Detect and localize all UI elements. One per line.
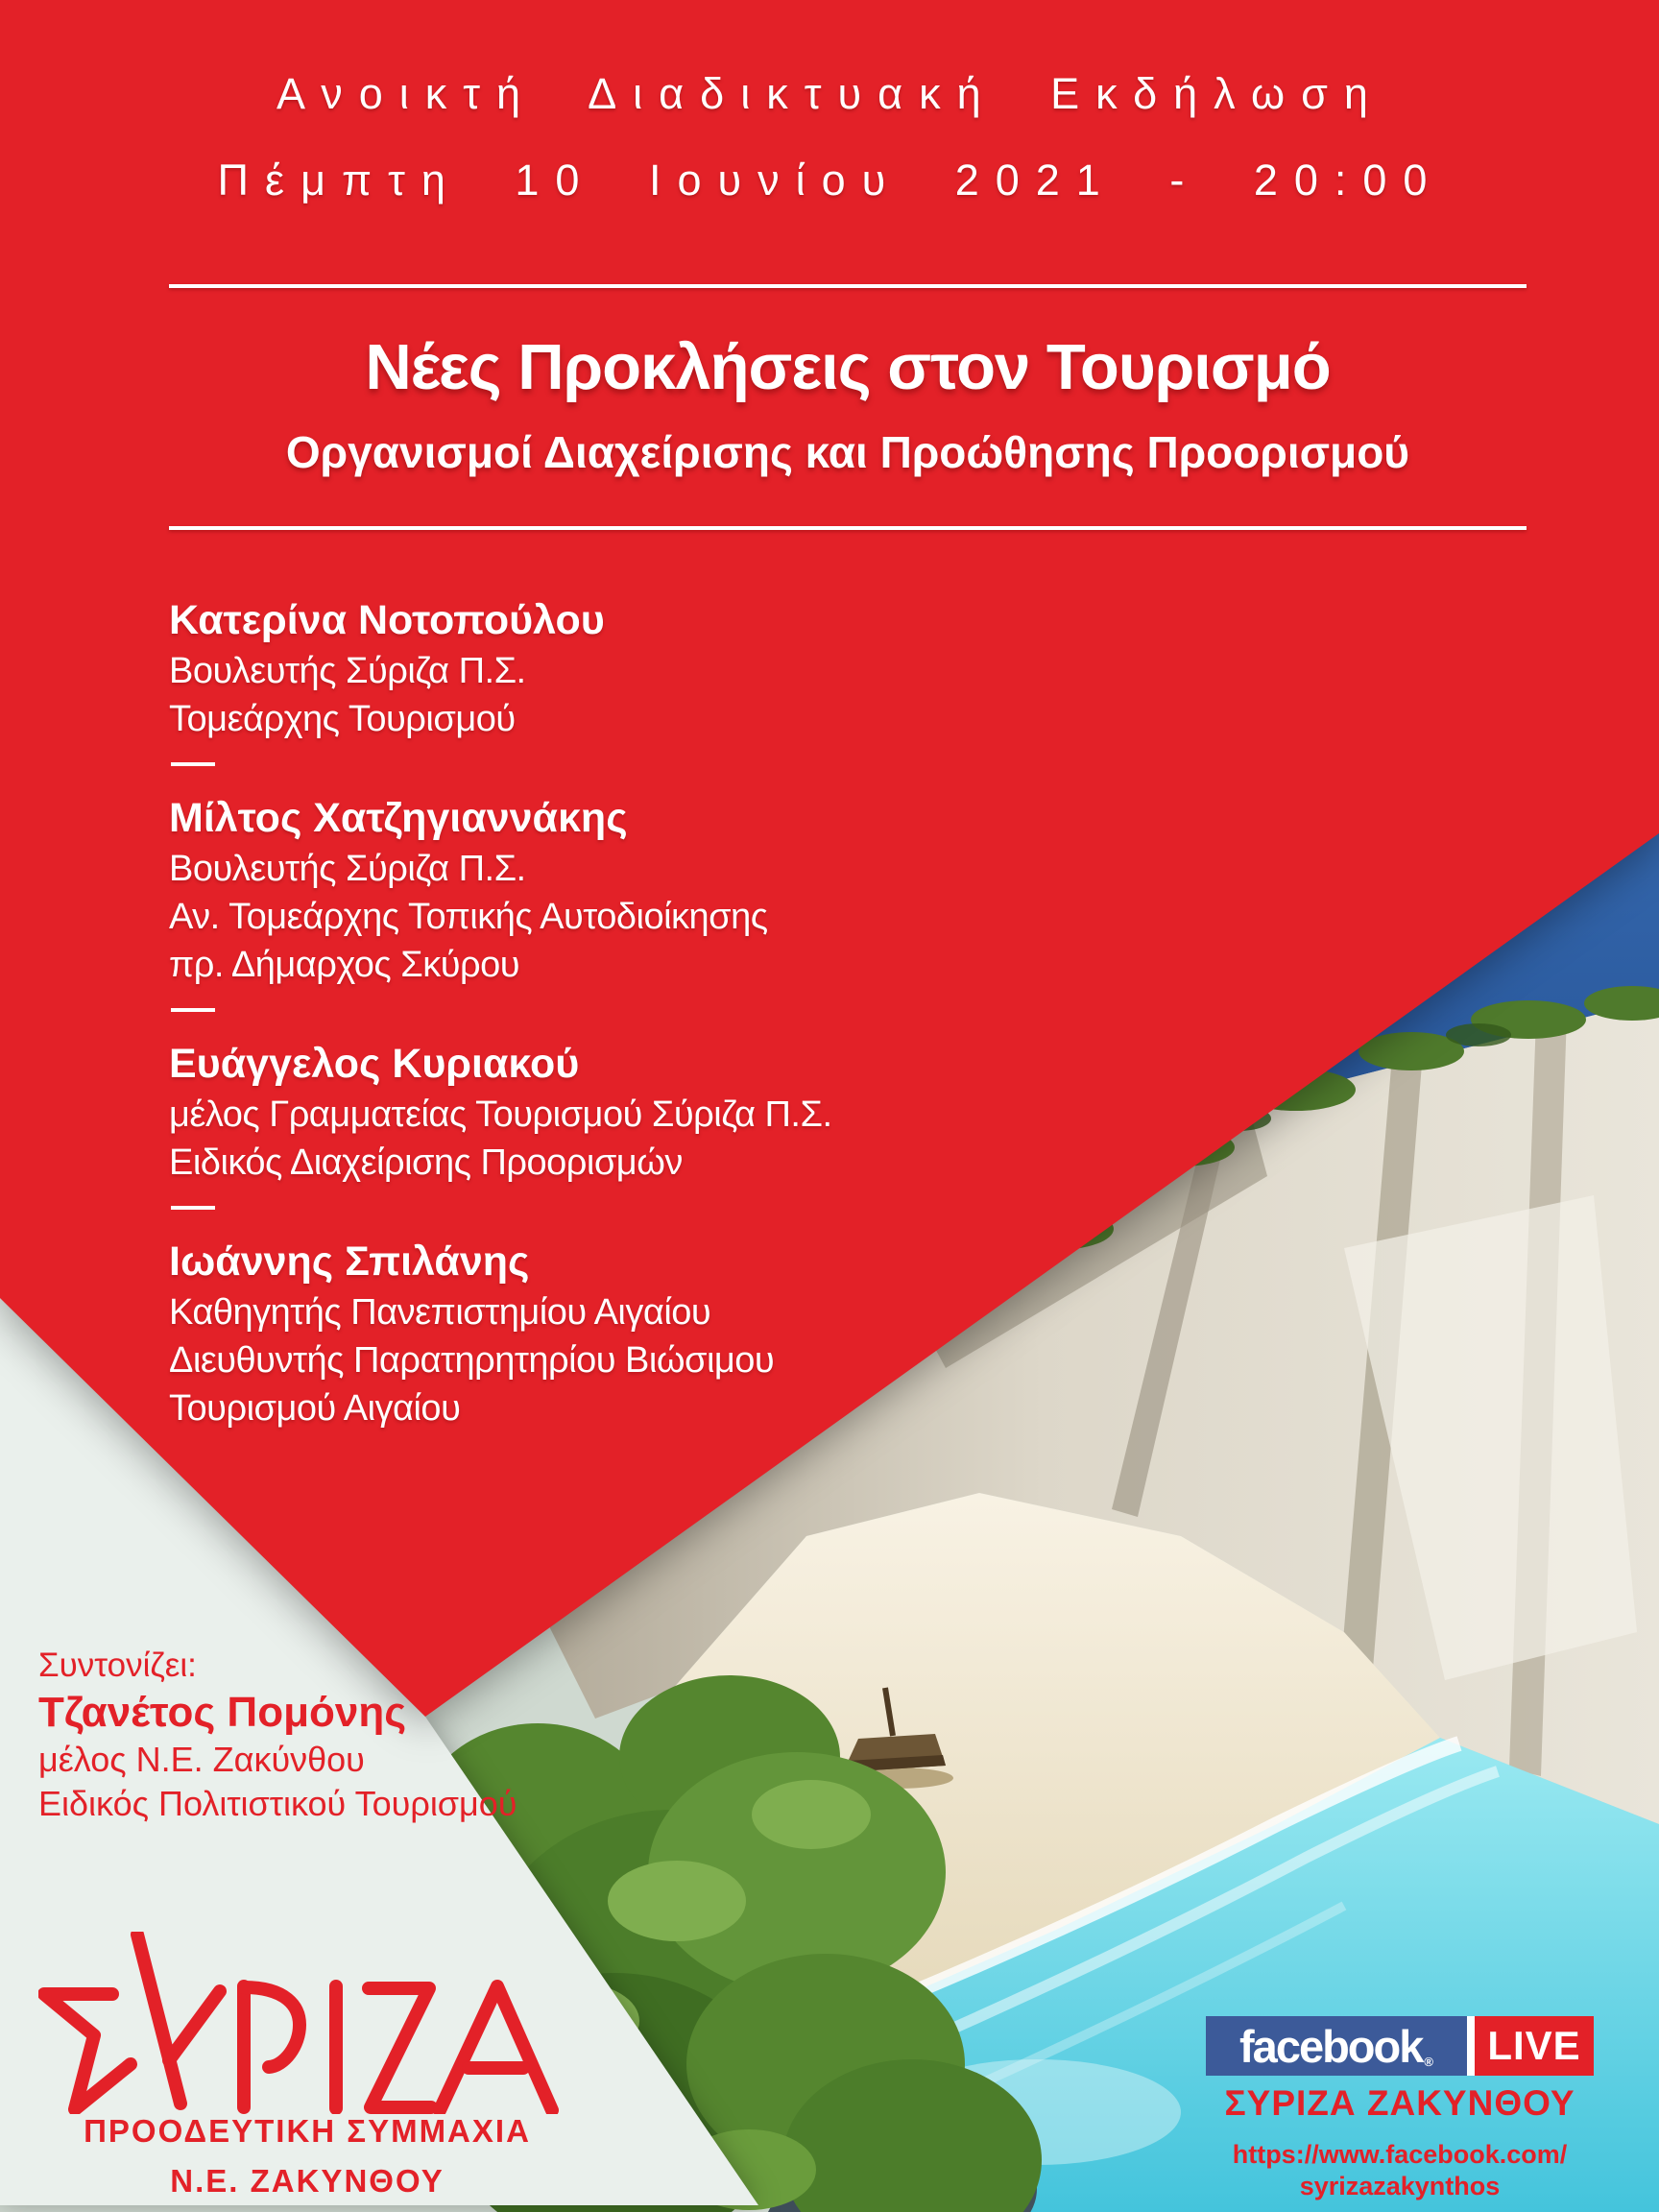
speaker-block [169, 593, 832, 743]
speaker-name: Ευάγγελος Κυριακού [169, 1041, 580, 1087]
event-subtitle: Οργανισμοί Διαχείρισης και Προώθησης Προορισμού [285, 427, 1410, 477]
registered-mark: ® [1424, 2055, 1433, 2069]
speaker-name: Ιωάννης Σπιλάνης [169, 1238, 530, 1285]
speaker-role: Ειδικός Διαχείρισης Προορισμών [169, 1142, 683, 1183]
branding-committee-line: Ν.Ε. ΖΑΚΥΝΘΟΥ [170, 2163, 445, 2199]
event-datetime: Πέμπτη 10 Ιουνίου 2021 - 20:00 [217, 156, 1444, 204]
speaker-name: Μίλτος Χατζηγιαννάκης [169, 795, 628, 841]
speaker-role: Τουρισμού Αιγαίου [169, 1388, 461, 1429]
facebook-wordmark [1206, 2016, 1467, 2076]
live-badge [1475, 2016, 1594, 2076]
speaker-block [169, 1037, 832, 1187]
facebook-url-line2: syrizazakynthos [1299, 2172, 1501, 2200]
speaker-role: Καθηγητής Πανεπιστημίου Αιγαίου [169, 1292, 711, 1333]
branding-alliance-line: ΠΡΟΟΔΕΥΤΙΚΗ ΣΥΜΜΑΧΙΑ [84, 2113, 531, 2149]
divider-top [169, 284, 1527, 288]
speaker-role: Βουλευτής Σύριζα Π.Σ. [169, 651, 526, 691]
speaker-separator-dash [171, 1008, 215, 1012]
speaker-name: Κατερίνα Νοτοπούλου [169, 597, 605, 643]
facebook-live-logo [1206, 2016, 1594, 2076]
speaker-role: Τομεάρχης Τουρισμού [169, 699, 516, 739]
moderator-label: Συντονίζει: [38, 1647, 197, 1684]
speaker-separator-dash [171, 1206, 215, 1210]
divider-bottom [169, 526, 1527, 530]
speaker-role: Διευθυντής Παρατηρητηρίου Βιώσιμου [169, 1340, 775, 1381]
speaker-block [169, 791, 832, 989]
moderator-role: μέλος Ν.Ε. Ζακύνθου [38, 1740, 365, 1779]
live-badge-text: LIVE [1487, 2023, 1581, 2068]
facebook-wordmark-text: facebook [1239, 2020, 1423, 2072]
syriza-star-logo [38, 1932, 576, 2114]
speaker-role: Αν. Τομεάρχης Τοπικής Αυτοδιοίκησης [169, 897, 768, 937]
facebook-page-name: ΣΥΡΙΖΑ ΖΑΚΥΝΘΟΥ [1224, 2083, 1575, 2123]
speaker-block [169, 1235, 832, 1432]
speaker-separator-dash [171, 762, 215, 766]
facebook-url-line1: https://www.facebook.com/ [1232, 2140, 1568, 2169]
event-kicker: Ανοικτή Διαδικτυακή Εκδήλωση [276, 69, 1384, 118]
facebook-live-block [1206, 2016, 1598, 2202]
event-title: Νέες Προκλήσεις στον Τουρισμό [365, 331, 1331, 403]
facebook-live-divider [1467, 2016, 1475, 2076]
moderator-block [38, 1644, 517, 1826]
speaker-role: μέλος Γραμματείας Τουρισμού Σύριζα Π.Σ. [169, 1094, 832, 1135]
moderator-name: Τζανέτος Πομόνης [38, 1689, 407, 1736]
speakers-list [169, 593, 832, 1432]
moderator-role: Ειδικός Πολιτιστικού Τουρισμού [38, 1784, 517, 1823]
speaker-role: Βουλευτής Σύριζα Π.Σ. [169, 849, 526, 889]
speaker-role: πρ. Δήμαρχος Σκύρου [169, 945, 520, 985]
